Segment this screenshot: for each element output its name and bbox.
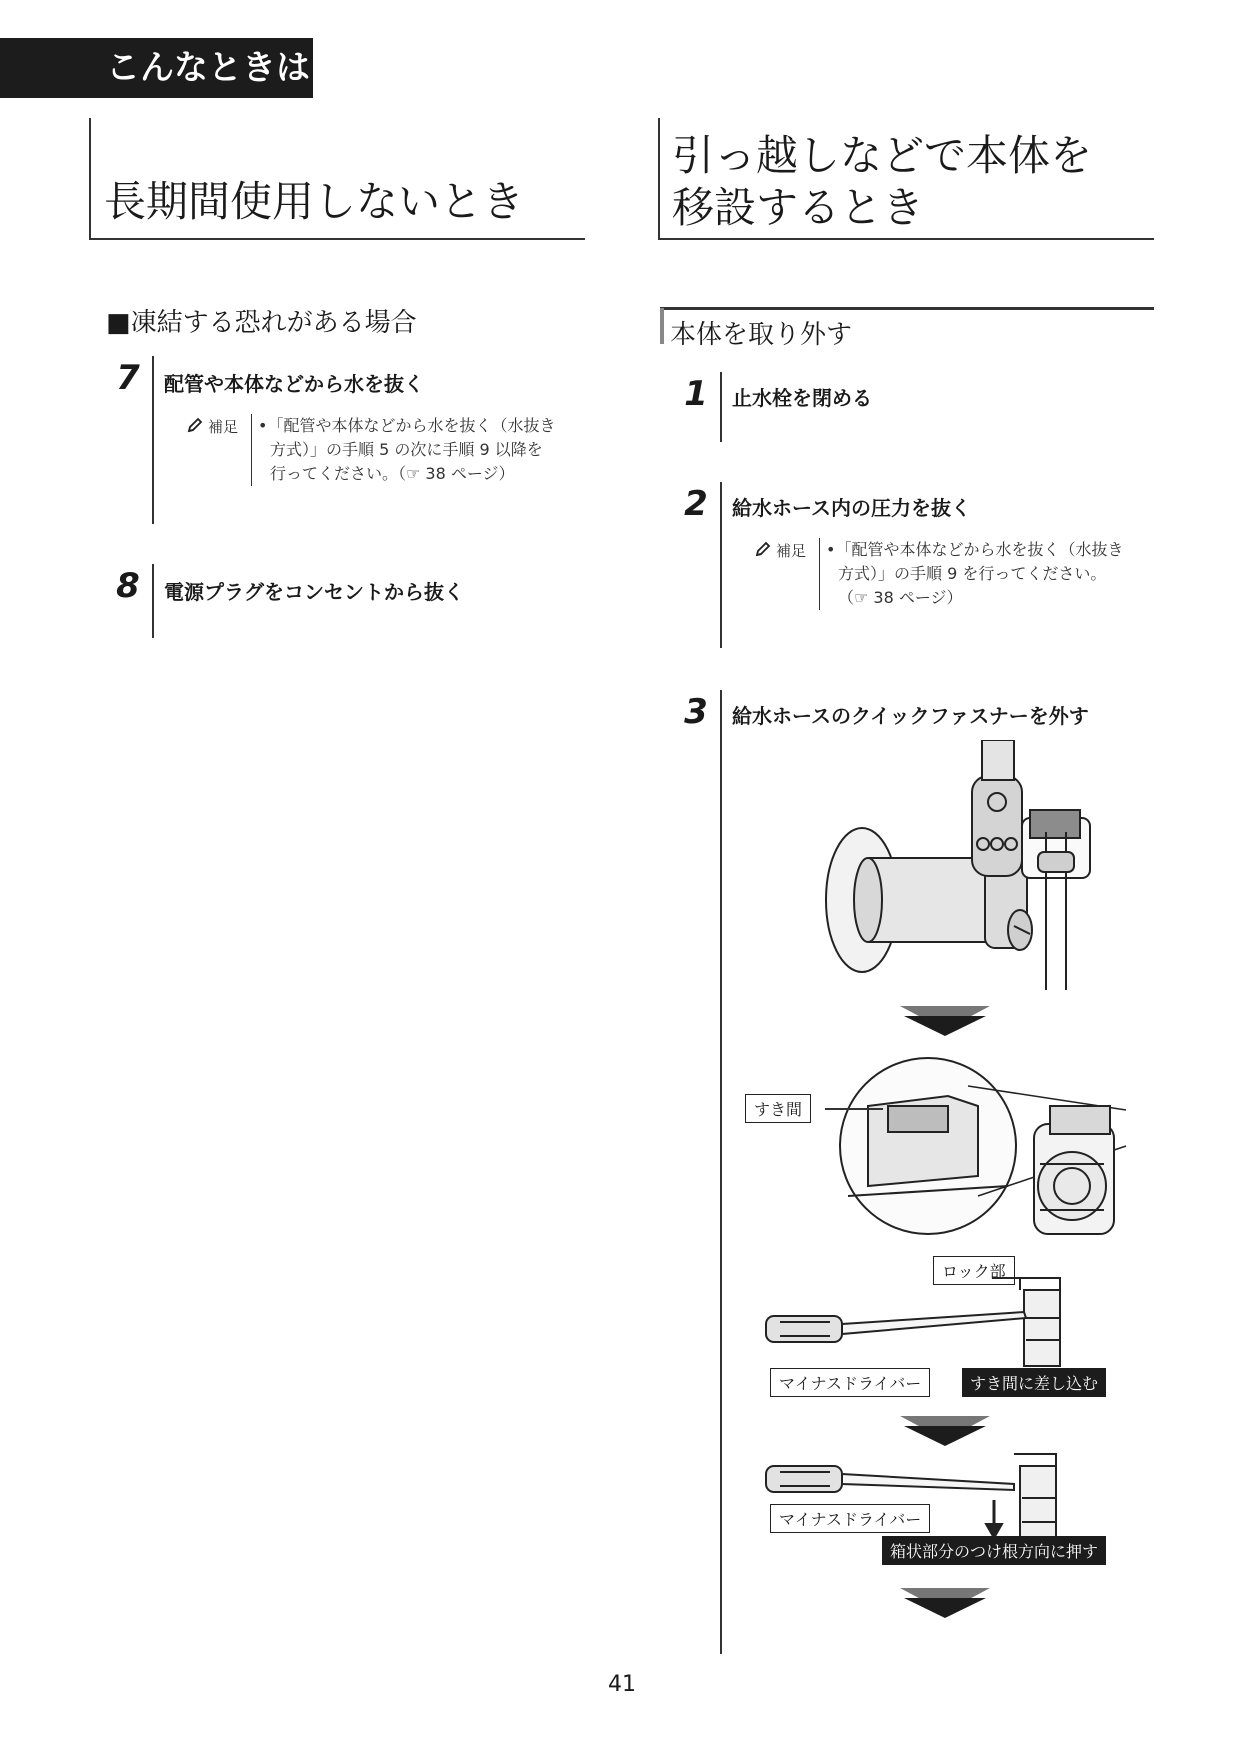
right-subheading: 本体を取り外す bbox=[670, 320, 853, 350]
step-3-text: 給水ホースのクイックファスナーを外す bbox=[732, 704, 1089, 728]
step-2-text: 給水ホース内の圧力を抜く bbox=[732, 496, 971, 520]
down-arrow-icon bbox=[900, 1000, 990, 1036]
note-line: 行ってください。（☞ 38 ページ） bbox=[270, 464, 515, 483]
step-number-8: 8 bbox=[116, 566, 140, 606]
note-line: 方式）」の手順 5 の次に手順 9 以降を bbox=[270, 440, 543, 459]
note-label: 補足 bbox=[208, 418, 239, 436]
label-gap: すき間 bbox=[745, 1094, 811, 1123]
label-push: 箱状部分のつけ根方向に押す bbox=[882, 1536, 1106, 1565]
left-title-rule-horizontal bbox=[89, 238, 585, 240]
step-8-rule bbox=[152, 564, 154, 638]
step-1-text: 止水栓を閉める bbox=[732, 386, 872, 410]
note-rule bbox=[251, 414, 252, 486]
step-number-1: 1 bbox=[684, 374, 708, 414]
screwdriver-insert-illustration bbox=[764, 1270, 1094, 1380]
right-title-rule-horizontal bbox=[658, 238, 1154, 240]
note-body bbox=[258, 414, 555, 486]
note-label: 補足 bbox=[776, 542, 807, 560]
step-number-7: 7 bbox=[116, 358, 140, 398]
title-line: 移設するとき bbox=[672, 183, 925, 232]
right-section-title bbox=[672, 130, 1092, 234]
label-lock: ロック部 bbox=[933, 1256, 1015, 1285]
down-arrow-icon bbox=[900, 1410, 990, 1446]
step-number-3: 3 bbox=[684, 692, 708, 732]
valve-illustration bbox=[820, 740, 1100, 990]
pencil-icon bbox=[186, 416, 204, 438]
label-insert: すき間に差し込む bbox=[962, 1368, 1106, 1397]
note-line: •「配管や本体などから水を抜く（水抜き bbox=[826, 540, 1124, 559]
step-number-2: 2 bbox=[684, 484, 708, 524]
note-line: （☞ 38 ページ） bbox=[838, 588, 963, 607]
left-section-title: 長期間使用しないとき bbox=[104, 177, 525, 226]
gap-detail-illustration bbox=[828, 1046, 1128, 1266]
step-2-rule bbox=[720, 482, 722, 648]
label-screwdriver: マイナスドライバー bbox=[770, 1504, 930, 1533]
title-line: 引っ越しなどで本体を bbox=[672, 131, 1093, 180]
left-subheading: ■凍結する恐れがある場合 bbox=[106, 308, 417, 338]
note-body bbox=[826, 538, 1123, 610]
pencil-icon bbox=[754, 540, 772, 562]
label-screwdriver: マイナスドライバー bbox=[770, 1368, 930, 1397]
section-tab: こんなときは bbox=[0, 38, 313, 98]
subheading-rule bbox=[660, 307, 1154, 310]
down-arrow-icon bbox=[900, 1582, 990, 1618]
page-number: 41 bbox=[608, 1672, 636, 1697]
subheading-bar bbox=[660, 308, 664, 344]
step-7-text: 配管や本体などから水を抜く bbox=[164, 372, 424, 396]
left-title-rule-vertical bbox=[89, 118, 91, 239]
step-1-rule bbox=[720, 372, 722, 442]
note-line: 方式）」の手順 9 を行ってください。 bbox=[838, 564, 1107, 583]
right-title-rule-vertical bbox=[658, 118, 660, 239]
note-rule bbox=[819, 538, 820, 610]
step-3-rule bbox=[720, 690, 722, 1654]
leader-line bbox=[825, 1108, 883, 1110]
step-7-rule bbox=[152, 356, 154, 524]
note-line: •「配管や本体などから水を抜く（水抜き bbox=[258, 416, 556, 435]
step-8-text: 電源プラグをコンセントから抜く bbox=[164, 580, 464, 604]
